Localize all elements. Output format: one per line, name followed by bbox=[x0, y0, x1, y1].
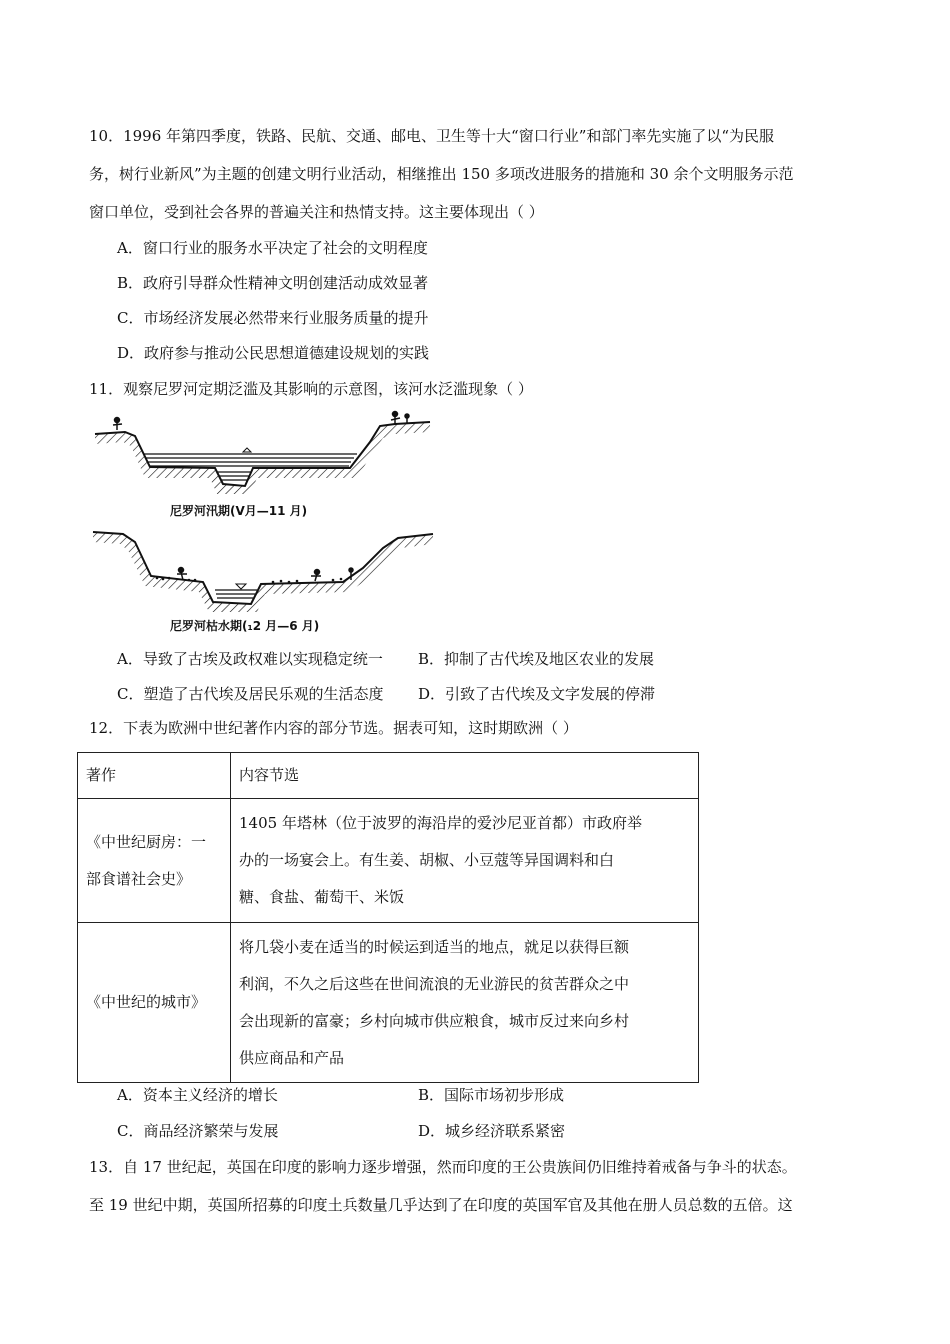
row2-content-line-1: 将几袋小麦在适当的时候运到适当的地点，就足以获得巨额 bbox=[239, 937, 630, 956]
table-header-row bbox=[78, 753, 699, 799]
row2-content-line-2: 利润，不久之后这些在世间流浪的无业游民的贫苦群众之中 bbox=[239, 974, 630, 993]
row1-content-line-2: 办的一场宴会上。有生姜、胡椒、小豆蔻等异国调料和白 bbox=[239, 851, 615, 869]
row1-work-line-2: 部食谱社会史》 bbox=[86, 869, 192, 888]
q10-stem-line-2: 务，树行业新风”为主题的创建文明行业活动，相继推出 150 多项改进服务的措施和 30 余个文明服务示范 bbox=[89, 165, 794, 183]
row2-content-line-3: 会出现新的富豪；乡村向城市供应粮食，城市反过来向乡村 bbox=[239, 1011, 630, 1030]
q11-option-b: B．抑制了古代埃及地区农业的发展 bbox=[418, 650, 655, 668]
q13-stem-line-2: 至 19 世纪中期，英国所招募的印度土兵数量几乎达到了在印度的英国军官及其他在册人员总数的五倍。这 bbox=[89, 1196, 793, 1214]
row2-content-line-4: 供应商品和产品 bbox=[239, 1048, 345, 1067]
q12-option-d: D．城乡经济联系紧密 bbox=[418, 1122, 566, 1140]
q12-option-c: C．商品经济繁荣与发展 bbox=[117, 1122, 279, 1140]
row2-content bbox=[231, 923, 699, 1083]
header-content: 内容节选 bbox=[231, 753, 699, 799]
row1-content-line-3: 糖、食盐、葡萄干、米饭 bbox=[239, 888, 405, 906]
q10-stem-line-1: 10．1996 年第四季度，铁路、民航、交通、邮电、卫生等十大“窗口行业”和部门率先实施了以“为民服 bbox=[89, 127, 775, 145]
row1-work bbox=[78, 799, 231, 923]
flood-season-caption: 尼罗河汛期(Ⅴ月—11 月) bbox=[170, 504, 308, 518]
row2-work-line-1: 《中世纪的城市》 bbox=[86, 993, 207, 1011]
header-work: 著作 bbox=[78, 753, 231, 799]
q10-stem-line-3: 窗口单位，受到社会各界的普遍关注和热情支持。这主要体现出（ ） bbox=[89, 203, 544, 221]
row1-content bbox=[231, 799, 699, 923]
row2-work bbox=[78, 923, 231, 1083]
row1-content-line-1: 1405 年塔林（位于波罗的海沿岸的爱沙尼亚首都）市政府举 bbox=[239, 814, 642, 832]
dry-season-caption: 尼罗河枯水期(₁2 月—6 月) bbox=[170, 619, 320, 633]
q12-stem: 12．下表为欧洲中世纪著作内容的部分节选。据表可知，这时期欧洲（ ） bbox=[89, 719, 578, 737]
nile-dry-season-diagram bbox=[93, 528, 433, 612]
q11-option-a: A．导致了古埃及政权难以实现稳定统一 bbox=[117, 650, 383, 668]
q12-option-b: B．国际市场初步形成 bbox=[418, 1086, 565, 1104]
row1-work-line-1: 《中世纪厨房：一 bbox=[86, 832, 207, 851]
table-row bbox=[78, 799, 699, 923]
q11-option-d: D．引致了古代埃及文字发展的停滞 bbox=[418, 685, 656, 703]
q11-stem: 11．观察尼罗河定期泛滥及其影响的示意图，该河水泛滥现象（ ） bbox=[89, 380, 533, 398]
q12-table bbox=[77, 752, 699, 1083]
q10-option-d: D．政府参与推动公民思想道德建设规划的实践 bbox=[117, 344, 430, 362]
q13-stem-line-1: 13．自 17 世纪起，英国在印度的影响力逐步增强，然而印度的王公贵族间仍旧维持着戒备与争斗的状态。 bbox=[89, 1158, 797, 1176]
q10-option-c: C．市场经济发展必然带来行业服务质量的提升 bbox=[117, 309, 429, 327]
nile-flood-season-diagram bbox=[95, 412, 430, 494]
q10-option-a: A．窗口行业的服务水平决定了社会的文明程度 bbox=[117, 239, 428, 257]
q12-option-a: A．资本主义经济的增长 bbox=[117, 1086, 278, 1104]
q11-option-c: C．塑造了古代埃及居民乐观的生活态度 bbox=[117, 685, 384, 703]
table-row bbox=[78, 923, 699, 1083]
q10-option-b: B．政府引导群众性精神文明创建活动成效显著 bbox=[117, 274, 429, 292]
